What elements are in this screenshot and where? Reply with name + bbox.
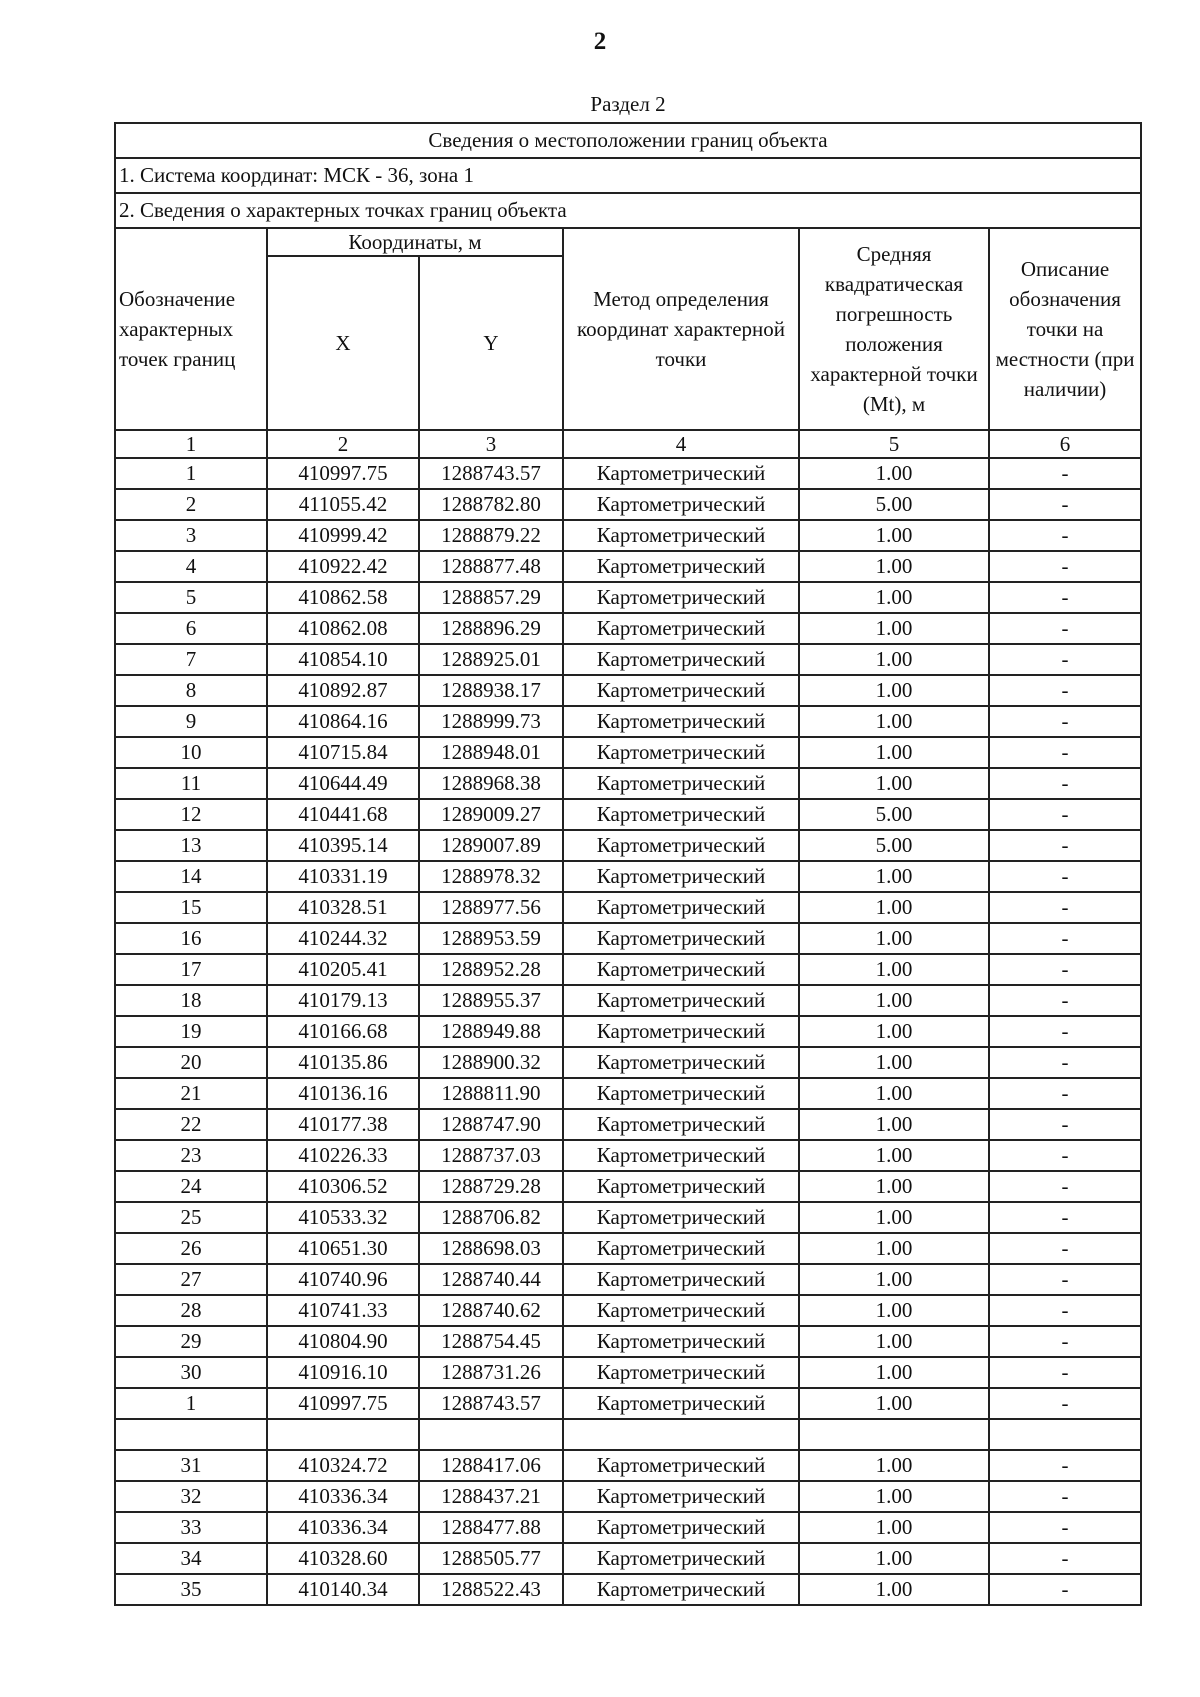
table-row <box>115 1481 1141 1512</box>
method-cell: Картометрический <box>563 551 799 582</box>
x-coordinate-cell: 410862.58 <box>267 582 419 613</box>
rms-error-cell: 1.00 <box>799 644 989 675</box>
header-y: Y <box>419 256 563 430</box>
y-coordinate-cell: 1288437.21 <box>419 1481 563 1512</box>
method-cell: Картометрический <box>563 1574 799 1605</box>
x-coordinate-cell: 410854.10 <box>267 644 419 675</box>
y-coordinate-cell: 1288952.28 <box>419 954 563 985</box>
method-cell: Картометрический <box>563 1543 799 1574</box>
point-number-cell: 9 <box>115 706 267 737</box>
x-coordinate-cell: 410892.87 <box>267 675 419 706</box>
rms-error-cell: 1.00 <box>799 1016 989 1047</box>
header-x: X <box>267 256 419 430</box>
method-cell: Картометрический <box>563 1109 799 1140</box>
point-number-cell: 19 <box>115 1016 267 1047</box>
description-cell: - <box>989 1326 1141 1357</box>
method-cell: Картометрический <box>563 1295 799 1326</box>
point-number-cell: 24 <box>115 1171 267 1202</box>
y-coordinate-cell: 1288522.43 <box>419 1574 563 1605</box>
header-coordinates: Координаты, м <box>267 228 563 256</box>
description-cell: - <box>989 1357 1141 1388</box>
point-number-cell: 7 <box>115 644 267 675</box>
rms-error-cell: 1.00 <box>799 1326 989 1357</box>
rms-error-cell: 1.00 <box>799 1450 989 1481</box>
method-cell: Картометрический <box>563 1264 799 1295</box>
point-number-cell: 3 <box>115 520 267 551</box>
x-coordinate-cell: 411055.42 <box>267 489 419 520</box>
rms-error-cell: 1.00 <box>799 954 989 985</box>
y-coordinate-cell: 1288879.22 <box>419 520 563 551</box>
table-row <box>115 1140 1141 1171</box>
method-cell: Картометрический <box>563 489 799 520</box>
x-coordinate-cell: 410166.68 <box>267 1016 419 1047</box>
x-coordinate-cell: 410533.32 <box>267 1202 419 1233</box>
description-cell: - <box>989 923 1141 954</box>
point-number-cell: 20 <box>115 1047 267 1078</box>
method-cell: Картометрический <box>563 1512 799 1543</box>
point-number-cell: 1 <box>115 1388 267 1419</box>
y-coordinate-cell: 1288938.17 <box>419 675 563 706</box>
table-row <box>115 706 1141 737</box>
table-row <box>115 613 1141 644</box>
description-cell: - <box>989 1481 1141 1512</box>
rms-error-cell: 5.00 <box>799 830 989 861</box>
column-number: 1 <box>115 430 267 458</box>
rms-error-cell: 1.00 <box>799 520 989 551</box>
column-number: 5 <box>799 430 989 458</box>
rms-error-cell: 1.00 <box>799 1047 989 1078</box>
rms-error-cell: 1.00 <box>799 458 989 489</box>
method-cell: Картометрический <box>563 644 799 675</box>
rms-error-cell: 1.00 <box>799 1109 989 1140</box>
rms-error-cell: 1.00 <box>799 892 989 923</box>
y-coordinate-cell: 1288737.03 <box>419 1140 563 1171</box>
y-coordinate-cell: 1288743.57 <box>419 458 563 489</box>
table-row <box>115 799 1141 830</box>
table-row <box>115 582 1141 613</box>
rms-error-cell: 5.00 <box>799 799 989 830</box>
table-row <box>115 1512 1141 1543</box>
rms-error-cell: 1.00 <box>799 1512 989 1543</box>
point-number-cell: 21 <box>115 1078 267 1109</box>
rms-error-cell: 1.00 <box>799 985 989 1016</box>
description-cell: - <box>989 551 1141 582</box>
x-coordinate-cell: 410651.30 <box>267 1233 419 1264</box>
x-coordinate-cell: 410331.19 <box>267 861 419 892</box>
point-number-cell: 28 <box>115 1295 267 1326</box>
x-coordinate-cell: 410740.96 <box>267 1264 419 1295</box>
x-coordinate-cell: 410922.42 <box>267 551 419 582</box>
description-cell <box>989 1419 1141 1450</box>
method-cell: Картометрический <box>563 1481 799 1512</box>
column-number: 3 <box>419 430 563 458</box>
rms-error-cell: 1.00 <box>799 1388 989 1419</box>
rms-error-cell: 1.00 <box>799 923 989 954</box>
method-cell: Картометрический <box>563 1202 799 1233</box>
y-coordinate-cell: 1288978.32 <box>419 861 563 892</box>
method-cell: Картометрический <box>563 1233 799 1264</box>
x-coordinate-cell: 410205.41 <box>267 954 419 985</box>
table-row <box>115 892 1141 923</box>
rms-error-cell: 1.00 <box>799 1078 989 1109</box>
table-row <box>115 1202 1141 1233</box>
method-cell: Картометрический <box>563 1357 799 1388</box>
point-number-cell: 6 <box>115 613 267 644</box>
description-cell: - <box>989 1450 1141 1481</box>
table-row <box>115 1233 1141 1264</box>
rms-error-cell: 1.00 <box>799 551 989 582</box>
point-number-cell: 22 <box>115 1109 267 1140</box>
y-coordinate-cell: 1288968.38 <box>419 768 563 799</box>
description-cell: - <box>989 861 1141 892</box>
point-number-cell: 31 <box>115 1450 267 1481</box>
y-coordinate-cell: 1288877.48 <box>419 551 563 582</box>
y-coordinate-cell: 1288949.88 <box>419 1016 563 1047</box>
method-cell: Картометрический <box>563 861 799 892</box>
column-number: 6 <box>989 430 1141 458</box>
y-coordinate-cell: 1288740.44 <box>419 1264 563 1295</box>
x-coordinate-cell: 410136.16 <box>267 1078 419 1109</box>
y-coordinate-cell: 1288747.90 <box>419 1109 563 1140</box>
y-coordinate-cell: 1288477.88 <box>419 1512 563 1543</box>
description-cell: - <box>989 489 1141 520</box>
method-cell: Картометрический <box>563 1388 799 1419</box>
description-cell: - <box>989 1574 1141 1605</box>
point-number-cell: 26 <box>115 1233 267 1264</box>
description-cell: - <box>989 706 1141 737</box>
x-coordinate-cell: 410140.34 <box>267 1574 419 1605</box>
method-cell: Картометрический <box>563 520 799 551</box>
x-coordinate-cell: 410244.32 <box>267 923 419 954</box>
table-row <box>115 1047 1141 1078</box>
description-cell: - <box>989 613 1141 644</box>
y-coordinate-cell: 1288925.01 <box>419 644 563 675</box>
point-number-cell <box>115 1419 267 1450</box>
description-cell: - <box>989 1264 1141 1295</box>
method-cell: Картометрический <box>563 675 799 706</box>
column-number: 2 <box>267 430 419 458</box>
table-row <box>115 830 1141 861</box>
method-cell: Картометрический <box>563 768 799 799</box>
method-cell: Картометрический <box>563 1140 799 1171</box>
table-row <box>115 1574 1141 1605</box>
point-number-cell: 27 <box>115 1264 267 1295</box>
description-cell: - <box>989 1388 1141 1419</box>
method-cell: Картометрический <box>563 737 799 768</box>
table-row <box>115 1295 1141 1326</box>
description-cell: - <box>989 1016 1141 1047</box>
description-cell: - <box>989 954 1141 985</box>
table-row <box>115 1357 1141 1388</box>
point-number-cell: 35 <box>115 1574 267 1605</box>
rms-error-cell: 1.00 <box>799 1233 989 1264</box>
point-number-cell: 1 <box>115 458 267 489</box>
point-number-cell: 32 <box>115 1481 267 1512</box>
point-number-cell: 30 <box>115 1357 267 1388</box>
description-cell: - <box>989 737 1141 768</box>
header-method: Метод определения координат характерной точки <box>563 228 799 430</box>
method-cell: Картометрический <box>563 985 799 1016</box>
y-coordinate-cell: 1288953.59 <box>419 923 563 954</box>
method-cell: Картометрический <box>563 799 799 830</box>
table-row <box>115 1109 1141 1140</box>
method-cell: Картометрический <box>563 1016 799 1047</box>
description-cell: - <box>989 1140 1141 1171</box>
table-row <box>115 861 1141 892</box>
x-coordinate-cell: 410715.84 <box>267 737 419 768</box>
description-cell: - <box>989 1233 1141 1264</box>
rms-error-cell: 1.00 <box>799 861 989 892</box>
y-coordinate-cell: 1288977.56 <box>419 892 563 923</box>
y-coordinate-cell: 1288698.03 <box>419 1233 563 1264</box>
point-number-cell: 29 <box>115 1326 267 1357</box>
method-cell: Картометрический <box>563 582 799 613</box>
point-number-cell: 25 <box>115 1202 267 1233</box>
coordinate-system: 1. Система координат: МСК - 36, зона 1 <box>115 158 1141 193</box>
description-cell: - <box>989 520 1141 551</box>
rms-error-cell: 1.00 <box>799 1264 989 1295</box>
point-number-cell: 23 <box>115 1140 267 1171</box>
point-number-cell: 14 <box>115 861 267 892</box>
description-cell: - <box>989 644 1141 675</box>
description-cell: - <box>989 1512 1141 1543</box>
method-cell: Картометрический <box>563 923 799 954</box>
rms-error-cell: 1.00 <box>799 1202 989 1233</box>
description-cell: - <box>989 985 1141 1016</box>
page-number: 2 <box>593 28 607 55</box>
header-rms-error: Средняя квадратическая погрешность положения характерной точки (Mt), м <box>799 228 989 430</box>
y-coordinate-cell: 1289009.27 <box>419 799 563 830</box>
rms-error-cell <box>799 1419 989 1450</box>
x-coordinate-cell: 410135.86 <box>267 1047 419 1078</box>
y-coordinate-cell: 1288731.26 <box>419 1357 563 1388</box>
method-cell: Картометрический <box>563 613 799 644</box>
table-row <box>115 1016 1141 1047</box>
description-cell: - <box>989 1543 1141 1574</box>
description-cell: - <box>989 830 1141 861</box>
y-coordinate-cell: 1288999.73 <box>419 706 563 737</box>
method-cell: Картометрический <box>563 1047 799 1078</box>
table-row <box>115 768 1141 799</box>
x-coordinate-cell: 410644.49 <box>267 768 419 799</box>
x-coordinate-cell: 410441.68 <box>267 799 419 830</box>
rms-error-cell: 1.00 <box>799 706 989 737</box>
x-coordinate-cell: 410997.75 <box>267 1388 419 1419</box>
y-coordinate-cell <box>419 1419 563 1450</box>
y-coordinate-cell: 1288948.01 <box>419 737 563 768</box>
table-row <box>115 644 1141 675</box>
point-number-cell: 12 <box>115 799 267 830</box>
rms-error-cell: 1.00 <box>799 613 989 644</box>
x-coordinate-cell: 410328.51 <box>267 892 419 923</box>
y-coordinate-cell: 1288900.32 <box>419 1047 563 1078</box>
x-coordinate-cell: 410336.34 <box>267 1512 419 1543</box>
x-coordinate-cell: 410306.52 <box>267 1171 419 1202</box>
method-cell: Картометрический <box>563 706 799 737</box>
x-coordinate-cell: 410395.14 <box>267 830 419 861</box>
table-row <box>115 954 1141 985</box>
rms-error-cell: 1.00 <box>799 1574 989 1605</box>
description-cell: - <box>989 1202 1141 1233</box>
point-number-cell: 18 <box>115 985 267 1016</box>
point-number-cell: 17 <box>115 954 267 985</box>
y-coordinate-cell: 1288417.06 <box>419 1450 563 1481</box>
rms-error-cell: 1.00 <box>799 1481 989 1512</box>
section-label: Раздел 2 <box>590 92 666 116</box>
table-row <box>115 1450 1141 1481</box>
rms-error-cell: 1.00 <box>799 1140 989 1171</box>
table-row <box>115 520 1141 551</box>
y-coordinate-cell: 1288743.57 <box>419 1388 563 1419</box>
table-row <box>115 1078 1141 1109</box>
rms-error-cell: 1.00 <box>799 675 989 706</box>
method-cell <box>563 1419 799 1450</box>
description-cell: - <box>989 1078 1141 1109</box>
point-number-cell: 34 <box>115 1543 267 1574</box>
x-coordinate-cell: 410328.60 <box>267 1543 419 1574</box>
table-separator-row <box>115 1419 1141 1450</box>
rms-error-cell: 1.00 <box>799 1357 989 1388</box>
column-numbers-row <box>115 430 1141 458</box>
point-number-cell: 10 <box>115 737 267 768</box>
point-number-cell: 4 <box>115 551 267 582</box>
rms-error-cell: 1.00 <box>799 582 989 613</box>
rms-error-cell: 5.00 <box>799 489 989 520</box>
point-number-cell: 2 <box>115 489 267 520</box>
points-heading: 2. Сведения о характерных точках границ объекта <box>115 193 1141 228</box>
y-coordinate-cell: 1288857.29 <box>419 582 563 613</box>
method-cell: Картометрический <box>563 1450 799 1481</box>
y-coordinate-cell: 1288782.80 <box>419 489 563 520</box>
rms-error-cell: 1.00 <box>799 1171 989 1202</box>
table-title: Сведения о местоположении границ объекта <box>115 123 1141 158</box>
table-row <box>115 923 1141 954</box>
method-cell: Картометрический <box>563 830 799 861</box>
rms-error-cell: 1.00 <box>799 1543 989 1574</box>
method-cell: Картометрический <box>563 1078 799 1109</box>
rms-error-cell: 1.00 <box>799 1295 989 1326</box>
rms-error-cell: 1.00 <box>799 737 989 768</box>
y-coordinate-cell: 1288811.90 <box>419 1078 563 1109</box>
x-coordinate-cell: 410177.38 <box>267 1109 419 1140</box>
table-row <box>115 489 1141 520</box>
point-number-cell: 13 <box>115 830 267 861</box>
y-coordinate-cell: 1288754.45 <box>419 1326 563 1357</box>
method-cell: Картометрический <box>563 1171 799 1202</box>
x-coordinate-cell: 410324.72 <box>267 1450 419 1481</box>
point-number-cell: 8 <box>115 675 267 706</box>
header-point-designation: Обозначение характерных точек границ <box>115 228 267 430</box>
table-row <box>115 551 1141 582</box>
table-row <box>115 675 1141 706</box>
x-coordinate-cell: 410179.13 <box>267 985 419 1016</box>
table-row <box>115 1388 1141 1419</box>
y-coordinate-cell: 1288740.62 <box>419 1295 563 1326</box>
method-cell: Картометрический <box>563 1326 799 1357</box>
description-cell: - <box>989 458 1141 489</box>
y-coordinate-cell: 1288505.77 <box>419 1543 563 1574</box>
description-cell: - <box>989 582 1141 613</box>
y-coordinate-cell: 1288896.29 <box>419 613 563 644</box>
table-row <box>115 1326 1141 1357</box>
y-coordinate-cell: 1288706.82 <box>419 1202 563 1233</box>
column-number: 4 <box>563 430 799 458</box>
x-coordinate-cell: 410916.10 <box>267 1357 419 1388</box>
header-description: Описание обозначения точки на местности (при наличии) <box>989 228 1141 430</box>
description-cell: - <box>989 799 1141 830</box>
table-row <box>115 737 1141 768</box>
point-number-cell: 33 <box>115 1512 267 1543</box>
description-cell: - <box>989 892 1141 923</box>
table-row <box>115 1171 1141 1202</box>
x-coordinate-cell <box>267 1419 419 1450</box>
table-row <box>115 1543 1141 1574</box>
y-coordinate-cell: 1288955.37 <box>419 985 563 1016</box>
y-coordinate-cell: 1288729.28 <box>419 1171 563 1202</box>
method-cell: Картометрический <box>563 892 799 923</box>
description-cell: - <box>989 768 1141 799</box>
description-cell: - <box>989 675 1141 706</box>
x-coordinate-cell: 410864.16 <box>267 706 419 737</box>
point-number-cell: 11 <box>115 768 267 799</box>
method-cell: Картометрический <box>563 458 799 489</box>
x-coordinate-cell: 410862.08 <box>267 613 419 644</box>
table-row <box>115 1264 1141 1295</box>
x-coordinate-cell: 410336.34 <box>267 1481 419 1512</box>
description-cell: - <box>989 1295 1141 1326</box>
boundary-points-table <box>114 122 1142 1606</box>
rms-error-cell: 1.00 <box>799 768 989 799</box>
x-coordinate-cell: 410741.33 <box>267 1295 419 1326</box>
table-row <box>115 458 1141 489</box>
x-coordinate-cell: 410226.33 <box>267 1140 419 1171</box>
description-cell: - <box>989 1109 1141 1140</box>
description-cell: - <box>989 1171 1141 1202</box>
point-number-cell: 16 <box>115 923 267 954</box>
table-row <box>115 985 1141 1016</box>
description-cell: - <box>989 1047 1141 1078</box>
x-coordinate-cell: 410999.42 <box>267 520 419 551</box>
point-number-cell: 15 <box>115 892 267 923</box>
y-coordinate-cell: 1289007.89 <box>419 830 563 861</box>
x-coordinate-cell: 410997.75 <box>267 458 419 489</box>
point-number-cell: 5 <box>115 582 267 613</box>
x-coordinate-cell: 410804.90 <box>267 1326 419 1357</box>
method-cell: Картометрический <box>563 954 799 985</box>
